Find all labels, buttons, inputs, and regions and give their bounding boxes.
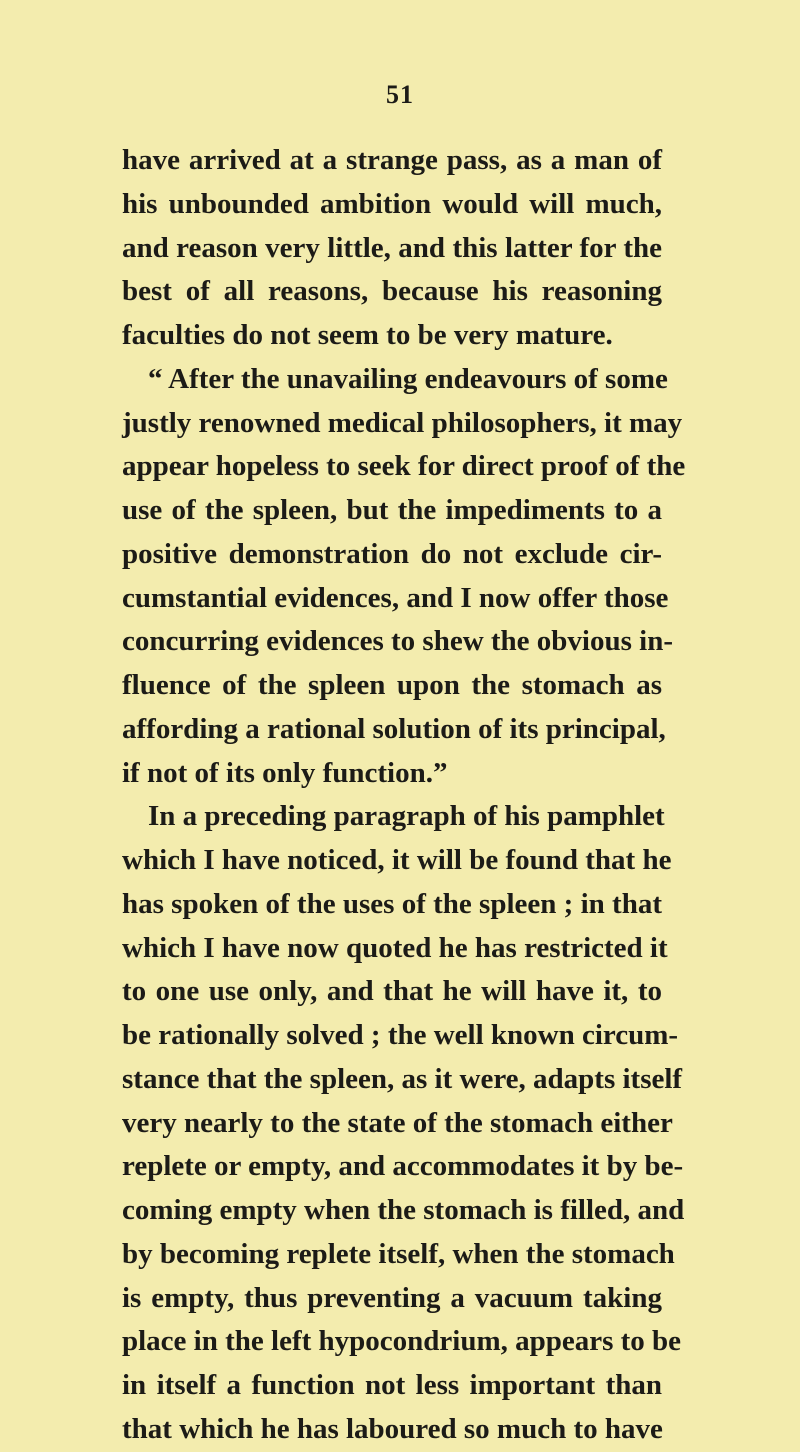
text-line: and reason very little, and this latter for the [122,231,662,264]
text-line: best of all reasons, because his reasoning [122,275,662,308]
text-line: coming empty when the stomach is filled, and [122,1194,685,1226]
text-line: cumstantial evidences, and I now offer those [122,581,669,614]
text-line: replete or empty, and accommodates it by be- [122,1150,684,1183]
text-line: affording a rational solution of its principal, [122,712,666,745]
text-line: that which he has laboured so much to have [122,1412,663,1445]
text-line: “ After the unavailing endeavours of some [148,362,668,395]
text-line: appear hopeless to seek for direct proof of the [122,450,686,483]
text-line: to one use only, and that he will have it, to [122,975,662,1008]
text-line: justly renowned medical philosophers, it may [122,406,683,439]
text-line: positive demonstration do not exclude cir- [122,537,662,570]
text-line: has spoken of the uses of the spleen ; in that [122,887,662,920]
text-line: have arrived at a strange pass, as a man of [122,144,662,176]
text-line: is empty, thus preventing a vacuum taking [122,1281,662,1314]
text-line: very nearly to the state of the stomach either [122,1106,673,1139]
text-line: stance that the spleen, as it were, adapts itself [122,1062,683,1095]
text-line: use of the spleen, but the impediments to a [122,494,662,526]
text-line: if not of its only function.” [122,756,448,789]
text-line: concurring evidences to shew the obvious in- [122,625,673,658]
text-line: his unbounded ambition would will much, [122,187,662,220]
text-line: which I have noticed, it will be found that he [122,844,672,876]
text-line: be rationally solved ; the well known circum- [122,1019,679,1051]
text-line: by becoming replete itself, when the stomach [122,1237,675,1270]
body-text [122,139,686,1452]
text-line: fluence of the spleen upon the stomach as [122,669,662,701]
text-line: which I have now quoted he has restricted it [122,931,668,964]
page-number: 51 [386,80,414,109]
text-line: faculties do not seem to be very mature. [122,319,613,351]
text-line: place in the left hypocondrium, appears to be [122,1325,682,1358]
text-line: in itself a function not less important than [122,1369,662,1401]
text-line: In a preceding paragraph of his pamphlet [148,800,665,833]
